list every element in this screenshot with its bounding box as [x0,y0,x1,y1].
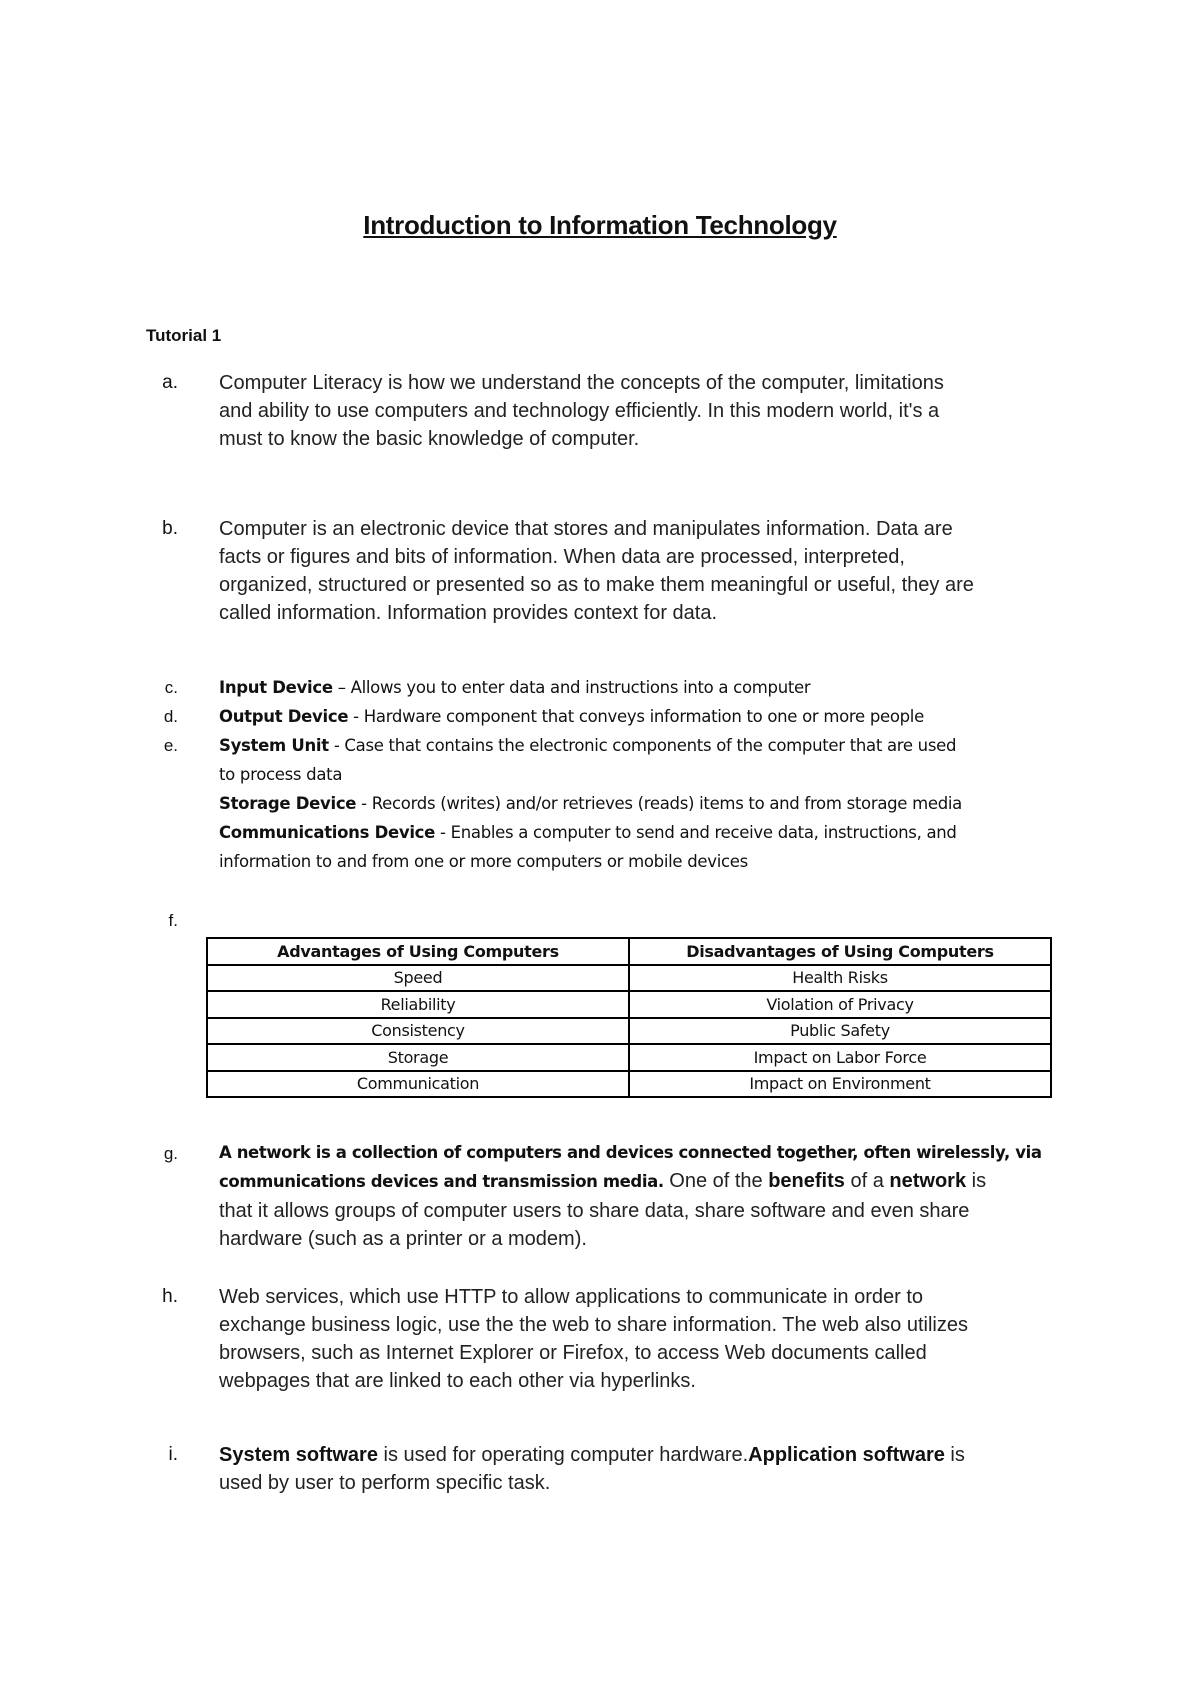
table-header-row [207,938,1051,965]
network-definition: communications devices and transmission media. [219,1172,664,1191]
table-cell: Reliability [207,991,629,1018]
term-communications-device: Communications Device [219,823,436,842]
definition-text: - Hardware component that conveys information to one or more people [348,707,924,726]
table-cell: Speed [207,965,629,992]
text-span: of a [844,1170,890,1192]
definition-text: - Enables a computer to send and receive data, instructions, and [435,823,957,842]
list-marker-f: f. [168,911,178,930]
definition-text: - Records (writes) and/or retrieves (reads) items to and from storage media [356,794,962,813]
list-item-d [146,702,1066,731]
list-marker-a: a. [162,372,178,393]
list-item-c [146,673,1066,702]
item-g-text [219,1139,1066,1253]
text-line: hardware (such as a printer or a modem). [219,1228,587,1250]
term-system-unit: System Unit [219,736,329,755]
term-system-software: System software [219,1444,378,1466]
text-span: is [944,1444,965,1466]
list-marker-d: d. [163,707,178,726]
text-line: and ability to use computers and technology efficiently. In this modern world, it's a [219,400,940,422]
table-cell: Health Risks [629,965,1051,992]
network-definition: A network is a collection of computers and devices connected together, often wirelessly, via [219,1143,1042,1162]
definition-text: - Case that contains the electronic components of the computer that are used [328,736,957,755]
item-a-text [219,369,1066,453]
list-marker-h: h. [162,1286,178,1307]
term-storage-device: Storage Device [219,794,357,813]
item-d-text [219,702,1066,731]
term-input-device: Input Device [219,678,333,697]
bold-text: benefits [768,1170,845,1192]
definition-text: to process data [219,765,343,784]
table-row [207,965,1051,992]
text-line: exchange business logic, use the the web to share information. The web also utilizes [219,1314,968,1336]
list-marker-g: g. [163,1144,178,1163]
item-b-text [219,515,1066,627]
text-line: that it allows groups of computer users to share data, share software and even share [219,1200,970,1222]
text-line: called information. Information provides context for data. [219,602,718,624]
table-header-disadvantages: Disadvantages of Using Computers [629,938,1051,965]
text-line: Computer Literacy is how we understand the concepts of the computer, limitations [219,372,944,394]
tutorial-heading: Tutorial 1 [146,326,222,345]
table-cell: Consistency [207,1018,629,1045]
table-row [207,991,1051,1018]
definition-text: information to and from one or more computers or mobile devices [219,852,748,871]
text-line: organized, structured or presented so as to make them meaningful or useful, they are [219,574,974,596]
term-application-software: Application software [748,1444,945,1466]
item-e-text [219,731,1066,876]
text-line: webpages that are linked to each other via hyperlinks. [219,1370,696,1392]
item-h-text [219,1283,1066,1395]
table-cell: Violation of Privacy [629,991,1051,1018]
table-cell: Public Safety [629,1018,1051,1045]
table-cell: Impact on Labor Force [629,1044,1051,1071]
item-c-text [219,673,1066,702]
text-span: One of the [663,1170,769,1192]
table-header-advantages: Advantages of Using Computers [207,938,629,965]
text-line: must to know the basic knowledge of computer. [219,428,640,450]
table-cell: Storage [207,1044,629,1071]
text-span: is [966,1170,987,1192]
list-item-g [146,1139,1066,1253]
document-title: Introduction to Information Technology [363,210,837,240]
text-line: browsers, such as Internet Explorer or Firefox, to access Web documents called [219,1342,927,1364]
list-item-b [146,515,1066,627]
table-row [207,1018,1051,1045]
text-line: used by user to perform specific task. [219,1472,551,1494]
list-item-a [146,369,1066,453]
table-row [207,1044,1051,1071]
list-item-i [146,1441,1066,1497]
comparison-table-wrapper [206,937,1052,1098]
list-marker-i: i. [168,1444,178,1465]
table-cell: Communication [207,1071,629,1098]
list-marker-e: e. [163,736,178,755]
text-span: is used for operating computer hardware. [377,1444,749,1466]
item-i-text [219,1441,1066,1497]
list-item-e [146,731,1066,876]
definition-text: – Allows you to enter data and instructions into a computer [332,678,811,697]
text-line: Computer is an electronic device that stores and manipulates information. Data are [219,518,953,540]
list-marker-c: c. [164,678,178,697]
table-row [207,1071,1051,1098]
term-output-device: Output Device [219,707,349,726]
text-line: facts or figures and bits of information. When data are processed, interpreted, [219,546,905,568]
list-marker-b: b. [162,518,178,539]
advantages-disadvantages-table [206,937,1052,1098]
list-item-h [146,1283,1066,1395]
text-line: Web services, which use HTTP to allow applications to communicate in order to [219,1286,924,1308]
bold-text: network [889,1170,967,1192]
table-cell: Impact on Environment [629,1071,1051,1098]
